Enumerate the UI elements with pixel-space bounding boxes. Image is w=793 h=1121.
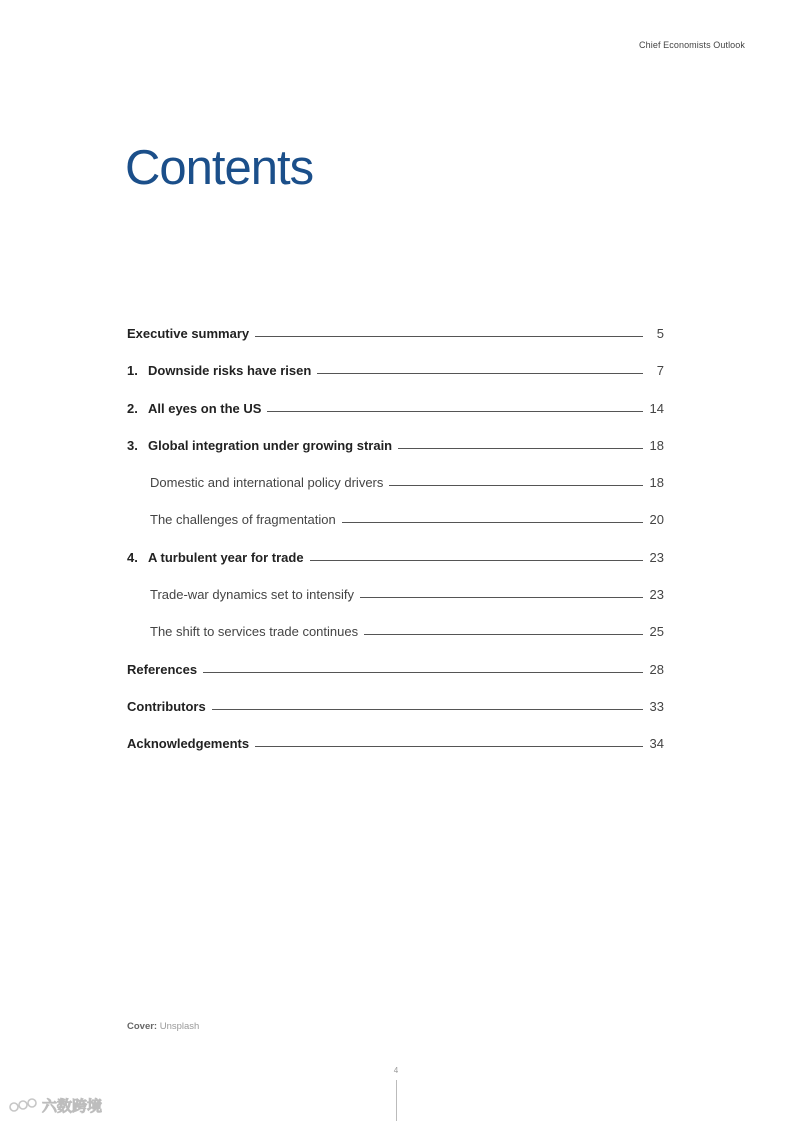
page-number: 4 — [393, 1066, 399, 1075]
toc-leader-line — [364, 634, 643, 635]
toc-entry-number: 3. — [127, 437, 138, 453]
toc-entry-title: Trade-war dynamics set to intensify — [150, 587, 354, 603]
toc-entry-number: 4. — [127, 549, 138, 565]
toc-entry[interactable] — [127, 512, 664, 549]
toc-entry-page: 28 — [649, 661, 664, 677]
toc-leader-line — [203, 672, 643, 673]
toc-entry-page: 25 — [649, 624, 664, 640]
toc-entry-page: 23 — [649, 587, 664, 603]
toc-entry[interactable] — [127, 624, 664, 661]
toc-entry-page: 33 — [649, 698, 664, 714]
toc-entry-title: Downside risks have risen — [148, 363, 312, 379]
toc-entry[interactable] — [127, 699, 664, 736]
page-title: Contents — [125, 141, 314, 195]
toc-leader-line — [255, 336, 643, 337]
toc-entry-title: References — [127, 661, 198, 677]
toc-leader-line — [255, 746, 643, 747]
running-header: Chief Economists Outlook — [639, 40, 745, 50]
toc-entry[interactable] — [127, 662, 664, 699]
toc-leader-line — [317, 373, 643, 374]
toc-entry-page: 23 — [649, 549, 664, 565]
toc-leader-line — [342, 522, 643, 523]
toc-entry-page: 18 — [649, 475, 664, 491]
toc-entry-title: The shift to services trade continues — [150, 624, 359, 640]
toc-leader-line — [310, 560, 643, 561]
toc-entry-title: All eyes on the US — [148, 400, 262, 416]
toc-entry-title: Domestic and international policy drivers — [150, 475, 384, 491]
toc-entry-page: 5 — [656, 326, 664, 341]
watermark — [8, 1095, 102, 1116]
toc-entry-number: 1. — [127, 363, 138, 379]
toc-entry-title: Global integration under growing strain — [148, 437, 393, 453]
toc-leader-line — [398, 448, 643, 449]
toc-leader-line — [267, 411, 643, 412]
toc-entry-title: Executive summary — [127, 326, 250, 341]
toc-entry-page: 18 — [649, 437, 664, 453]
toc-entry[interactable] — [127, 363, 664, 400]
toc-leader-line — [389, 485, 643, 486]
toc-entry[interactable] — [127, 438, 664, 475]
toc-leader-line — [360, 597, 643, 598]
cover-credit-source: Unsplash — [159, 1021, 200, 1032]
toc-entry[interactable] — [127, 326, 664, 363]
page-divider-line — [396, 1080, 397, 1121]
toc-entry-page: 34 — [649, 736, 664, 752]
toc-entry[interactable] — [127, 475, 664, 512]
toc-entry-title: The challenges of fragmentation — [150, 512, 336, 528]
toc-entry-page: 20 — [649, 512, 664, 528]
toc-entry-number: 2. — [127, 400, 138, 416]
toc-leader-line — [212, 709, 643, 710]
watermark-text: 六数跨境 — [42, 1098, 103, 1115]
toc-entry[interactable] — [127, 736, 664, 773]
toc-entry-title: Contributors — [127, 698, 206, 714]
table-of-contents — [127, 326, 664, 774]
cover-credit-label: Cover: — [127, 1021, 158, 1032]
brand-logo-icon — [8, 1097, 38, 1115]
toc-entry[interactable] — [127, 401, 664, 438]
cover-credit — [127, 1021, 199, 1032]
toc-entry-title: Acknowledgements — [127, 736, 250, 752]
toc-entry[interactable] — [127, 550, 664, 587]
toc-entry-page: 14 — [649, 400, 664, 416]
toc-entry-title: A turbulent year for trade — [148, 549, 304, 565]
toc-entry-page: 7 — [656, 363, 664, 379]
toc-entry[interactable] — [127, 587, 664, 624]
